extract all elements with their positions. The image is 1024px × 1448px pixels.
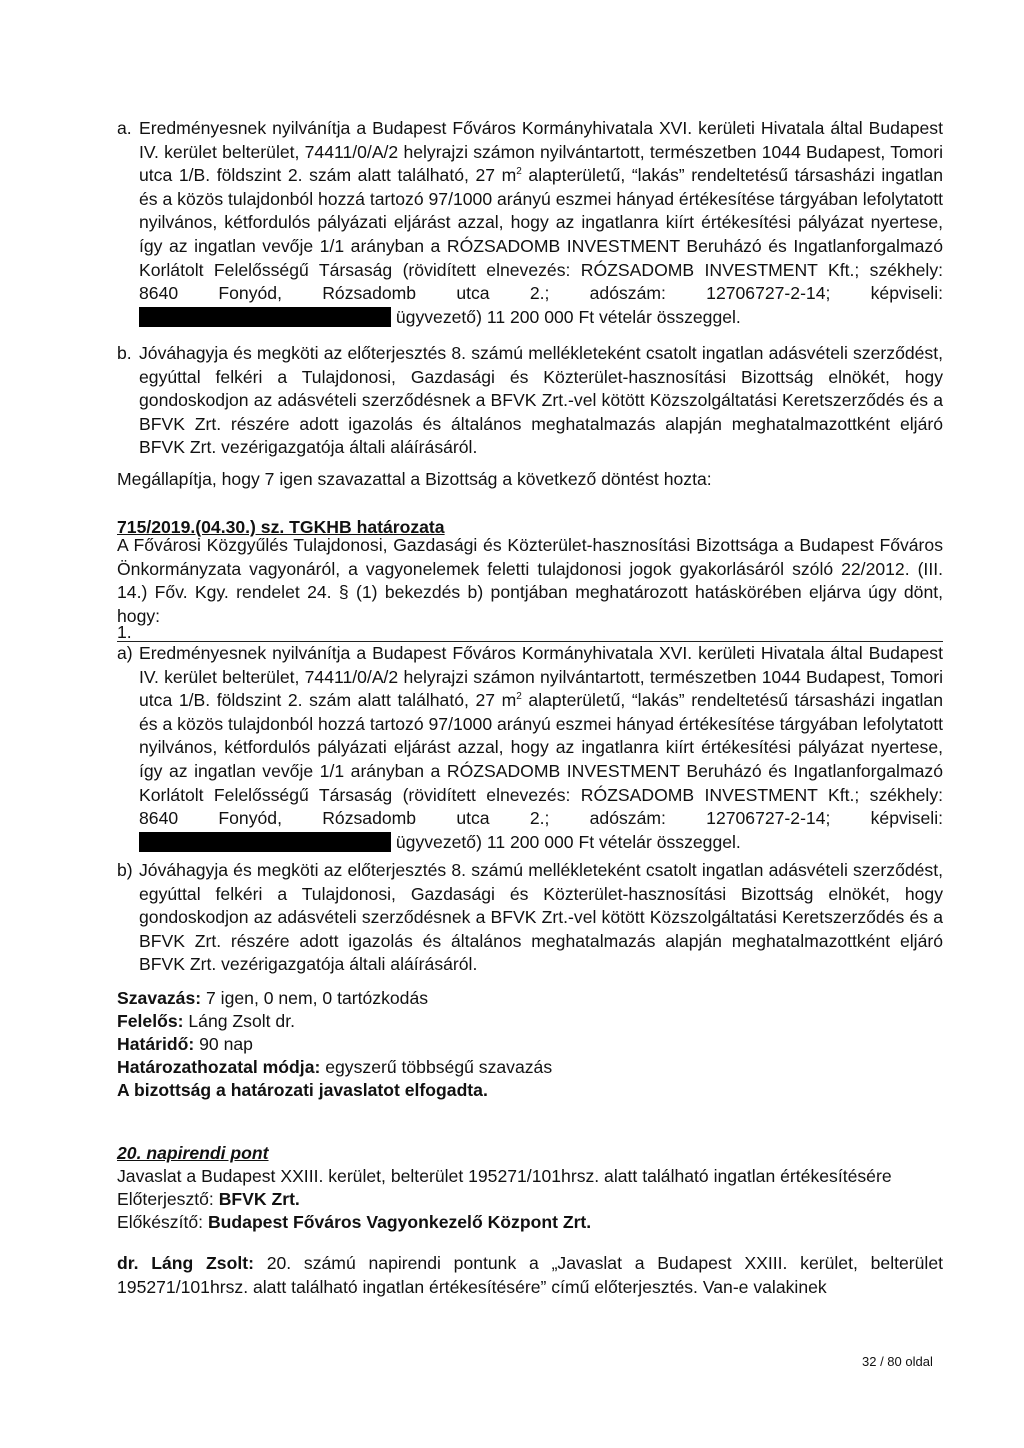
responsible-label: Felelős: (117, 1011, 184, 1031)
presenter-value: BFVK Zrt. (218, 1189, 300, 1209)
vote-statement: Megállapítja, hogy 7 igen szavazattal a Bizottság a következő döntést hozta: (117, 469, 712, 489)
superscript: 2 (516, 166, 522, 178)
list-label-a2: a) (117, 643, 133, 663)
preparer-value: Budapest Főváros Vagyonkezelő Központ Zrt. (207, 1212, 592, 1232)
speaker-name: dr. Láng Zsolt: (117, 1253, 254, 1273)
vote-label: Szavazás: (117, 988, 202, 1008)
accepted-statement: A bizottság a határozati javaslatot elfogadta. (117, 1080, 488, 1100)
presenter-label: Előterjesztő: (117, 1189, 219, 1209)
paragraph-a-text-end: ügyvezető) 11 200 000 Ft vételár összeggel. (395, 306, 741, 327)
speaker-paragraph (117, 1252, 943, 1299)
paragraph-a-text: Eredményesnek nyilvánítja a Budapest Főváros Kormányhivatala XVI. kerületi Hivatala által Budapest IV. kerület belterület, 74411/0/A/2 helyrajzi számon nyilvántartott, természetben 1044 Budapest, Tomori utca 1/B. földszint 2. szám alatt található, 27 m (139, 118, 943, 186)
resolution-a-text-cont: alapterületű, “lakás” rendeltetésű társasházi ingatlan és a közös tulajdonból hozzá tartozó 97/1000 arányú eszmei hányad értékesítése tárgyában lefolytatott nyilvános, kétfordulós pályázati eljárást azzal, hogy az ingatlanra kiírt értékesítési pályázat nyertese, így az ingatlan vevője 1/1 arányban a RÓZSADOMB INVESTMENT Beruházó és Ingatlanforgalmazó Korlátolt Felelősségű Társaság (rövidített elnevezés: RÓZSADOMB INVESTMENT Kft.; székhely: 8640 Fonyód, Rózsadomb utca 2.; adószám: 12706727-2-14; képviseli: (139, 690, 943, 829)
redaction-block (139, 307, 391, 327)
deadline-value: 90 nap (194, 1034, 253, 1054)
list-label-a: a. (117, 118, 132, 138)
paragraph-b: Jóváhagyja és megköti az előterjesztés 8. számú mellékleteként csatolt ingatlan adásvételi szerződést, egyúttal felkéri a Tulajdonosi, Gazdasági és Közterület-hasznosítási Bizottság elnökét, hogy gondoskodjon az adásvételi szerződésnek a BFVK Zrt.-vel kötött Közszolgáltatási Keretszerződés és a BFVK Zrt. részére adott igazolás és általános meghatalmazás alapján meghatalmazottként eljáró BFVK Zrt. vezérigazgatója általi aláírásáról. (139, 343, 943, 458)
method-label: Határozathozatal módja: (117, 1057, 321, 1077)
presenter-line (117, 1188, 300, 1212)
resolution-paragraph-b: Jóváhagyja és megköti az előterjesztés 8. számú mellékleteként csatolt ingatlan adásvételi szerződést, egyúttal felkéri a Tulajdonosi, Gazdasági és Közterület-hasznosítási Bizottság elnökét, hogy gondoskodjon az adásvételi szerződésnek a BFVK Zrt.-vel kötött Közszolgáltatási Keretszerződés és a BFVK Zrt. részére adott igazolás és általános meghatalmazás alapján meghatalmazottként eljáró BFVK Zrt. vezérigazgatója általi aláírásáról. (139, 860, 943, 975)
resolution-a-text-end: ügyvezető) 11 200 000 Ft vételár összeggel. (395, 831, 741, 852)
list-label-b: b. (117, 343, 132, 363)
vote-value: 7 igen, 0 nem, 0 tartózkodás (201, 988, 429, 1008)
method-value: egyszerű többségű szavazás (320, 1057, 553, 1077)
responsible-value: Láng Zsolt dr. (183, 1011, 295, 1031)
paragraph-a (139, 117, 943, 329)
list-label-b2: b) (117, 860, 133, 880)
agenda-title: 20. napirendi pont (117, 1143, 269, 1163)
preparer-label: Előkészítő: (117, 1212, 208, 1232)
redaction-block (139, 832, 391, 852)
page-number: 32 / 80 oldal (862, 1354, 933, 1369)
deadline-line (117, 1033, 253, 1057)
superscript: 2 (516, 691, 522, 703)
agenda-subject: Javaslat a Budapest XXIII. kerület, belterület 195271/101hrsz. alatt található ingatlan értékesítésére (117, 1166, 892, 1186)
resolution-intro: A Fővárosi Közgyűlés Tulajdonosi, Gazdasági és Közterület-hasznosítási Bizottsága a Budapest Főváros Önkormányzata vagyonáról, a vagyonelemek feletti tulajdonosi jogok gyakorlásáról szóló 22/2012. (III. 14.) Főv. Kgy. rendelet 24. § (1) bekezdés b) pontjában meghatározott hatáskörében eljárva úgy dönt, hogy: (117, 535, 943, 626)
resolution-paragraph-a (139, 642, 943, 854)
preparer-line (117, 1211, 591, 1235)
speech-text: 20. számú napirendi pontunk a „Javaslat a Budapest XXIII. kerület, belterület 195271/101hrsz. alatt található ingatlan értékesítésére” című előterjesztés. Van-e valakinek (117, 1253, 944, 1297)
deadline-label: Határidő: (117, 1034, 195, 1054)
method-line (117, 1056, 552, 1080)
resolution-number: 715/2019.(04.30.) sz. TGKHB határozata (117, 517, 445, 537)
vote-line (117, 987, 428, 1011)
paragraph-a-text-cont: alapterületű, “lakás” rendeltetésű társasházi ingatlan és a közös tulajdonból hozzá tartozó 97/1000 arányú eszmei hányad értékesítése tárgyában lefolytatott nyilvános, kétfordulós pályázati eljárást azzal, hogy az ingatlanra kiírt értékesítési pályázat nyertese, így az ingatlan vevője 1/1 arányban a RÓZSADOMB INVESTMENT Beruházó és Ingatlanforgalmazó Korlátolt Felelősségű Társaság (rövidített elnevezés: RÓZSADOMB INVESTMENT Kft.; székhely: 8640 Fonyód, Rózsadomb utca 2.; adószám: 12706727-2-14; képviseli: (139, 165, 943, 304)
responsible-line (117, 1010, 295, 1034)
resolution-a-text: Eredményesnek nyilvánítja a Budapest Főváros Kormányhivatala XVI. kerületi Hivatala által Budapest IV. kerület belterület, 74411/0/A/2 helyrajzi számon nyilvántartott, természetben 1044 Budapest, Tomori utca 1/B. földszint 2. szám alatt található, 27 m (139, 643, 943, 711)
point-number: 1. (117, 622, 132, 642)
